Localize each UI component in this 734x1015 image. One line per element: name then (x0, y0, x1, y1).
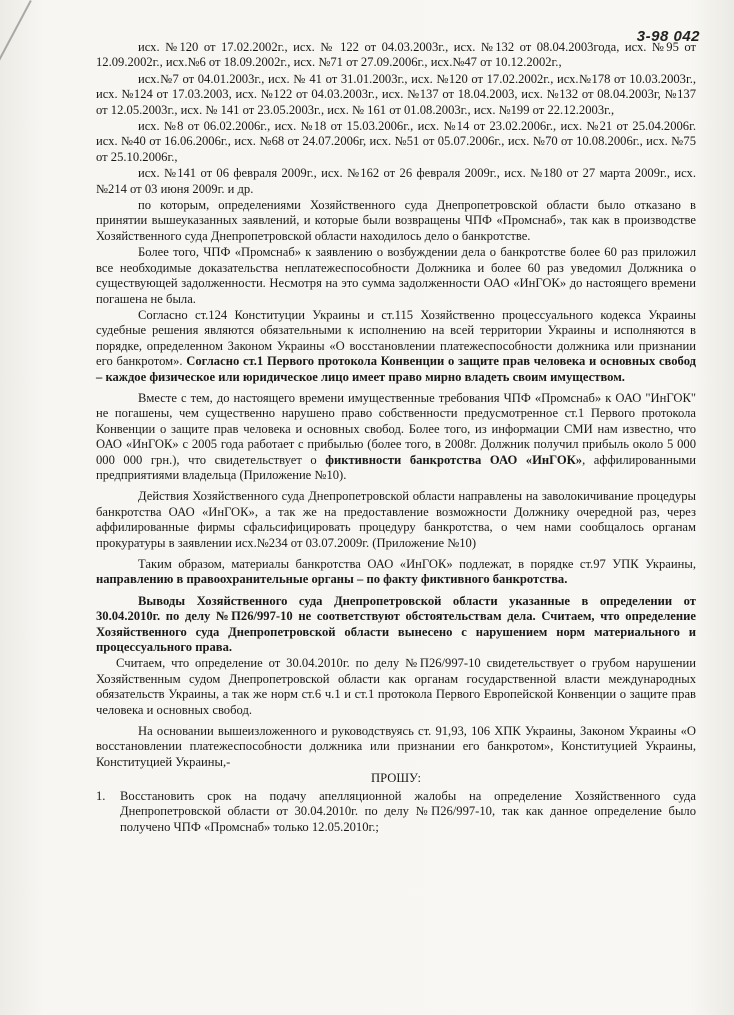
list-item-text: Восстановить срок на подачу апелляционной жалобы на определение Хозяйственного суда Днепропетровской области от 30.04.2010г. по делу №П26/997-10, так как данное определение было получено ЧПФ «Промснаб» только 12.05.2010г.; (120, 788, 696, 834)
paragraph-constitution-text: Согласно ст.124 Конституции Украины и ст.115 Хозяйственно процессуального кодекса Украины судебные решения являются обязательными к исполнению на всей территории Украины и исполняются в порядке, определенном Законом Украины «О восстановлении платежеспособности должника или признании его банкротом». (96, 307, 696, 369)
request-list (96, 789, 696, 835)
handwritten-number: 3-98 042 (636, 28, 700, 45)
document-body (96, 40, 696, 835)
paragraph-findings: Выводы Хозяйственного суда Днепропетровской области указанные в определении от 30.04.2010г. по делу №П26/997-10 не соответствуют обстоятельствам дела. Считаем, что определение Хозяйственного суда Днепропетровской области вынесено с нарушением норм материального и процессуального права. (96, 593, 696, 655)
ref-list-4: исх. №141 от 06 февраля 2009г., исх. №162 от 26 февраля 2009г., исх. №180 от 27 марта 2009г., исх. №214 от 03 июня 2009г. и др. (96, 166, 696, 196)
ref-list-2: исх.№7 от 04.01.2003г., исх. № 41 от 31.01.2003г., исх. №120 от 17.02.2002г., исх.№178 от 10.03.2003г., исх. №124 от 17.03.2003, исх. №122 от 04.03.2003г., исх. №137 от 18.04.2003, исх. №132 от 08.04.2003г, №137 от 12.05.2003г., исх. № 141 от 23.05.2003г., исх. № 161 от 01.08.2003г., исх. №199 от 22.12.2003г., (96, 71, 696, 117)
paragraph-property-bold: фиктивности банкротства ОАО «ИнГОК» (325, 452, 583, 467)
paragraph-property-tail: , аффилированными предприятиями владельца (Приложение №10). (96, 452, 696, 482)
pen-mark (0, 0, 34, 64)
paragraph-conclusion (96, 557, 696, 588)
ref-list-3: исх. №8 от 06.02.2006г., исх. №18 от 15.03.2006г., исх. №14 от 23.02.2006г., исх. №21 от 25.04.2006г. исх. №40 от 16.06.2006г., исх. №68 от 24.07.2006г, исх. №51 от 05.07.2006г., исх. №70 от 10.08.2006г., исх. №75 от 25.10.2006г., (96, 119, 696, 164)
paragraph-violation: Считаем, что определение от 30.04.2010г. по делу №П26/997-10 свидетельствует о грубом нарушении Хозяйственным судом Днепропетровской области как органам государственной власти международных обязательств Украины, а так же норм ст.6 ч.1 и ст.1 протокола Первого Европейской Конвенции о защите прав человека и основных свобод. (96, 656, 696, 717)
request-heading: ПРОШУ: (371, 771, 421, 786)
list-item-number: 1. (96, 788, 106, 803)
paragraph-actions: Действия Хозяйственного суда Днепропетровской области направлены на заволокичивание процедуры банкротства ОАО «ИнГОК», а так же на предоставление возможности Должнику очередной раз, через аффилированные фирмы сфальсифицировать процедуру банкротства, о чем нами сообщалось органам прокуратуры в заявлении исх.№234 от 03.07.2009г. (Приложение №10) (96, 489, 696, 550)
paragraph-constitution-bold: Согласно ст.1 Первого протокола Конвенции о защите прав человека и основных свобод – каждое физическое или юридическое лицо имеет право мирно владеть своим имуществом. (96, 354, 696, 384)
ref-list-1: исх. №120 от 17.02.2002г., исх. № 122 от 04.03.2003г., исх. №132 от 08.04.2003года, исх. №95 от 12.09.2002г., исх.№6 от 18.09.2002г., исх. №71 от 27.09.2006г., исх.№47 от 10.12.2002г., (96, 40, 696, 70)
list-item (96, 789, 696, 835)
paragraph-property (96, 391, 696, 483)
paragraph-evidence: Более того, ЧПФ «Промснаб» к заявлению о возбуждении дела о банкротстве более 60 раз приложил все необходимые доказательства неплатежеспособности Должника и более 60 раз уведомил Должника о существующей задолженности. Несмотря на это сумма задолженности ОАО «ИнГОК» до настоящего времени погашена не была. (96, 245, 696, 306)
paragraph-constitution (96, 308, 696, 385)
paragraph-conclusion-text: Таким образом, материалы банкротства ОАО «ИнГОК» подлежат, в порядке ст.97 УПК Украины, (138, 557, 696, 571)
paragraph-grounds: На основании вышеизложенного и руководствуясь ст. 91,93, 106 ХПК Украины, Законом Украины «О восстановлении платежеспособности должника или признании его банкротом», Конституцией Украины, Конституцией Украины,- (96, 724, 696, 769)
paragraph-conclusion-bold: направлению в правоохранительные органы – по факту фиктивного банкротства. (96, 572, 568, 587)
paragraph-refusal: по которым, определениями Хозяйственного суда Днепропетровской области было отказано в принятии вышеуказанных заявлений, и которые были возвращены ЧПФ «Промснаб», так как в производстве Хозяйственного суда Днепропетровской области находилось дело о банкротстве. (96, 198, 696, 243)
paragraph-property-text: Вместе с тем, до настоящего времени имущественные требования ЧПФ «Промснаб» к ОАО "ИнГОК" не погашены, чем существенно нарушено право собственности предусмотренное ст.1 Первого протокола Конвенции о защите прав человека и основных свобод. Более того, из информации СМИ нам известно, что ОАО «ИнГОК» с 2005 года работает с прибылью (более того, в 2008г. Должник получил прибыль около 5 000 000 000 грн.), что свидетельствует о (96, 390, 696, 467)
